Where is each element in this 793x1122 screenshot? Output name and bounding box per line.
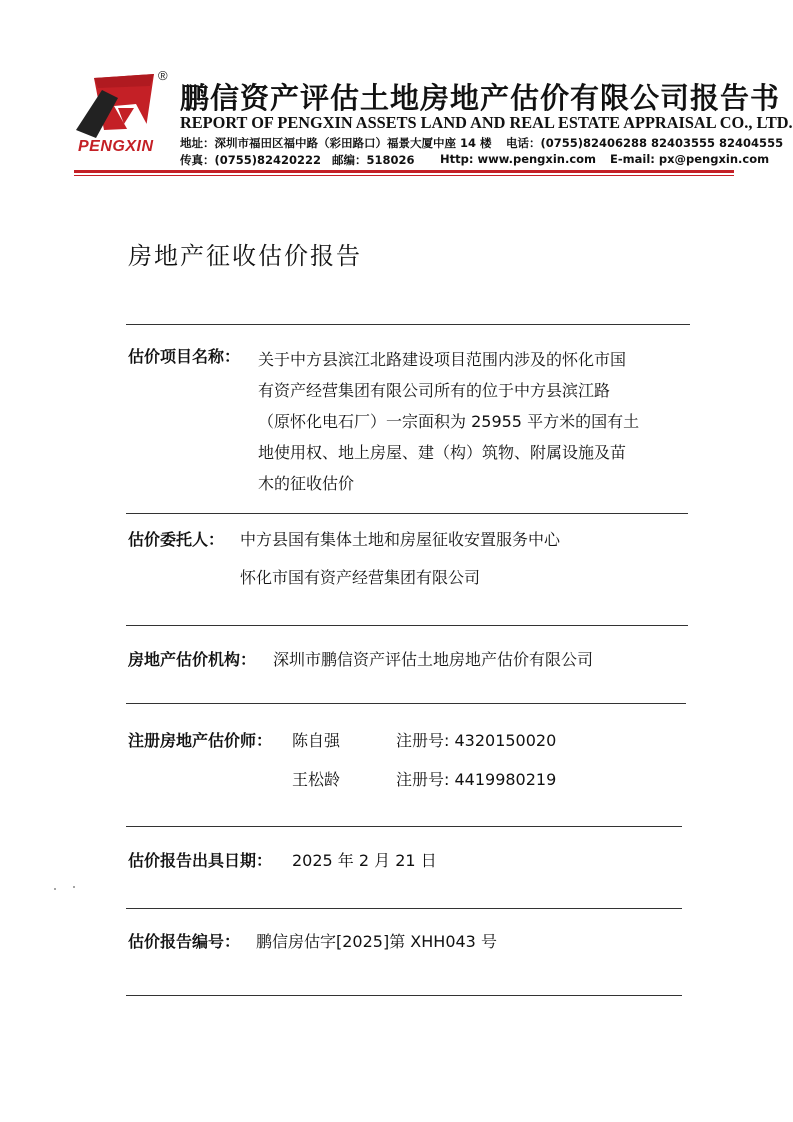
report-number-label: 估价报告编号： [128, 932, 241, 951]
project-line: 地使用权、地上房屋、建（构）筑物、附属设施及苗 [258, 443, 627, 462]
client-value: 怀化市国有资产经营集团有限公司 [240, 568, 481, 587]
company-address: 地址：深圳市福田区福中路（彩田路口）福景大厦中座 14 楼 [180, 136, 492, 150]
project-line: 关于中方县滨江北路建设项目范围内涉及的怀化市国 [258, 350, 627, 369]
report-date-label: 估价报告出具日期： [128, 851, 273, 870]
section-divider [126, 826, 682, 827]
logo-wordmark: PENGXIN [78, 138, 154, 155]
company-phone: 电话：(0755)82406288 82403555 82404555 [506, 136, 784, 150]
report-number-value: 鹏信房估字[2025]第 XHH043 号 [256, 932, 497, 951]
project-line: （原怀化电石厂）一宗面积为 25955 平方米的国有土 [258, 412, 640, 431]
scan-speck [73, 886, 75, 888]
letterhead-divider [74, 170, 734, 173]
scan-speck [54, 888, 56, 890]
appraiser-registration: 注册号: 4320150020 [396, 731, 557, 750]
section-divider [126, 995, 682, 996]
document-title: 房地产征收估价报告 [128, 242, 362, 270]
registered-mark: ® [158, 68, 168, 83]
appraiser-name: 陈自强 [292, 731, 341, 750]
section-divider [126, 625, 688, 626]
project-name-value [258, 344, 698, 499]
section-divider [126, 513, 688, 514]
project-line: 木的征收估价 [258, 474, 355, 493]
client-value: 中方县国有集体土地和房屋征收安置服务中心 [240, 530, 561, 549]
appraiser-label: 注册房地产估价师： [128, 731, 273, 750]
company-fax: 传真：(0755)82420222 [180, 153, 322, 167]
agency-value: 深圳市鹏信资产评估土地房地产估价有限公司 [273, 650, 594, 669]
project-name-label: 估价项目名称： [128, 347, 241, 366]
company-name-en: REPORT OF PENGXIN ASSETS LAND AND REAL ESTATE APPRAISAL CO., LTD. [180, 113, 793, 132]
report-date-value: 2025 年 2 月 21 日 [292, 851, 437, 870]
letterhead-divider-thin [74, 175, 734, 176]
client-label: 估价委托人： [128, 530, 225, 549]
agency-label: 房地产估价机构： [128, 650, 257, 669]
appraiser-registration: 注册号: 4419980219 [396, 770, 557, 789]
section-divider [126, 703, 686, 704]
section-divider [126, 908, 682, 909]
appraiser-name: 王松龄 [292, 770, 341, 789]
project-line: 有资产经营集团有限公司所有的位于中方县滨江路 [258, 381, 611, 400]
company-email: E-mail: px@pengxin.com [610, 152, 770, 166]
company-postcode: 邮编：518026 [332, 153, 415, 167]
company-name-cn: 鹏信资产评估土地房地产估价有限公司报告书 [180, 81, 781, 115]
section-divider [126, 324, 690, 325]
company-website: Http: www.pengxin.com [440, 152, 597, 166]
